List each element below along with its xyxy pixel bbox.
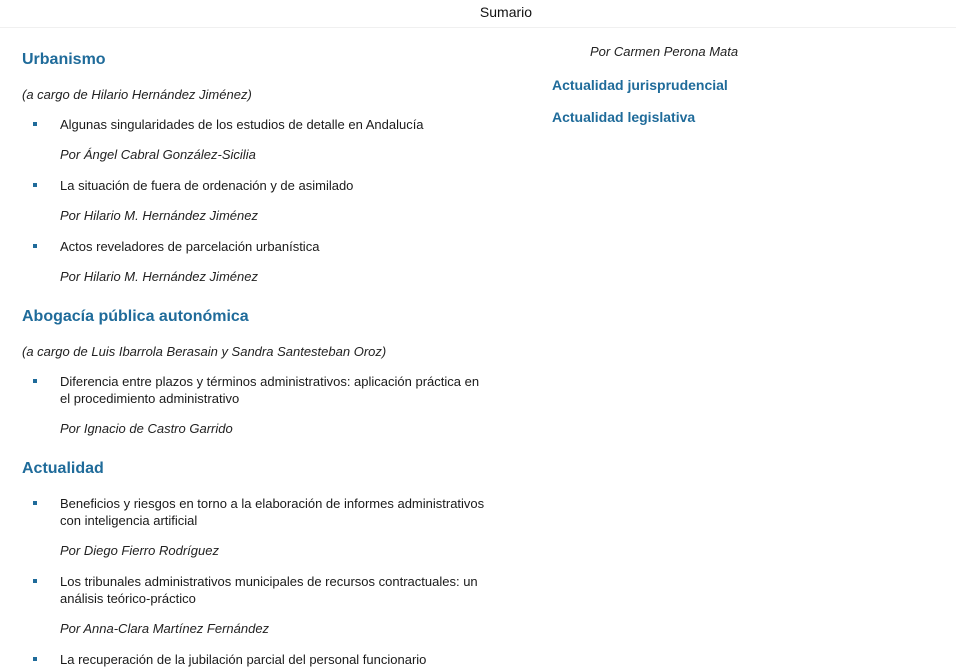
article-link[interactable]: Los tribunales administrativos municipales de recursos contractuales: un análisis teórico-práctico bbox=[60, 574, 478, 606]
article-link[interactable]: La situación de fuera de ordenación y de asimilado bbox=[60, 178, 354, 193]
bullet-icon bbox=[33, 501, 37, 505]
article-link[interactable]: Algunas singularidades de los estudios de detalle en Andalucía bbox=[60, 117, 424, 132]
article-author: Por Ángel Cabral González-Sicilia bbox=[60, 147, 256, 162]
bullet-icon bbox=[33, 122, 37, 126]
bullet-icon bbox=[33, 379, 37, 383]
article-author: Por Carmen Perona Mata bbox=[590, 44, 739, 59]
bullet-icon bbox=[33, 183, 37, 187]
section-heading-actualidad[interactable]: Actualidad bbox=[22, 460, 104, 477]
page-title: Sumario bbox=[479, 4, 533, 20]
article-author: Por Ignacio de Castro Garrido bbox=[60, 421, 233, 436]
article-author: Por Hilario M. Hernández Jiménez bbox=[60, 208, 258, 223]
article-link[interactable]: La recuperación de la jubilación parcial del personal funcionario bbox=[60, 652, 427, 667]
section-heading-actualidad-jurisprudencial[interactable]: Actualidad jurisprudencial bbox=[552, 77, 728, 93]
section-editor-urbanismo: (a cargo de Hilario Hernández Jiménez) bbox=[22, 87, 252, 102]
section-heading-abogacia[interactable]: Abogacía pública autonómica bbox=[22, 308, 249, 325]
bullet-icon bbox=[33, 244, 37, 248]
article-author: Por Hilario M. Hernández Jiménez bbox=[60, 269, 258, 284]
section-editor-abogacia: (a cargo de Luis Ibarrola Berasain y Sandra Santesteban Oroz) bbox=[22, 344, 387, 359]
bullet-icon bbox=[33, 579, 37, 583]
article-link[interactable]: Diferencia entre plazos y términos administrativos: aplicación práctica en el procedimiento administrativo bbox=[60, 374, 480, 406]
article-author: Por Anna-Clara Martínez Fernández bbox=[60, 621, 270, 636]
top-bar bbox=[0, 0, 956, 28]
section-heading-urbanismo[interactable]: Urbanismo bbox=[22, 51, 106, 68]
article-link[interactable]: Beneficios y riesgos en torno a la elaboración de informes administrativos con inteligencia artificial bbox=[60, 496, 485, 528]
article-author: Por Diego Fierro Rodríguez bbox=[60, 543, 219, 558]
article-link[interactable]: Actos reveladores de parcelación urbanística bbox=[60, 239, 320, 254]
section-heading-actualidad-legislativa[interactable]: Actualidad legislativa bbox=[552, 109, 696, 125]
bullet-icon bbox=[33, 657, 37, 661]
